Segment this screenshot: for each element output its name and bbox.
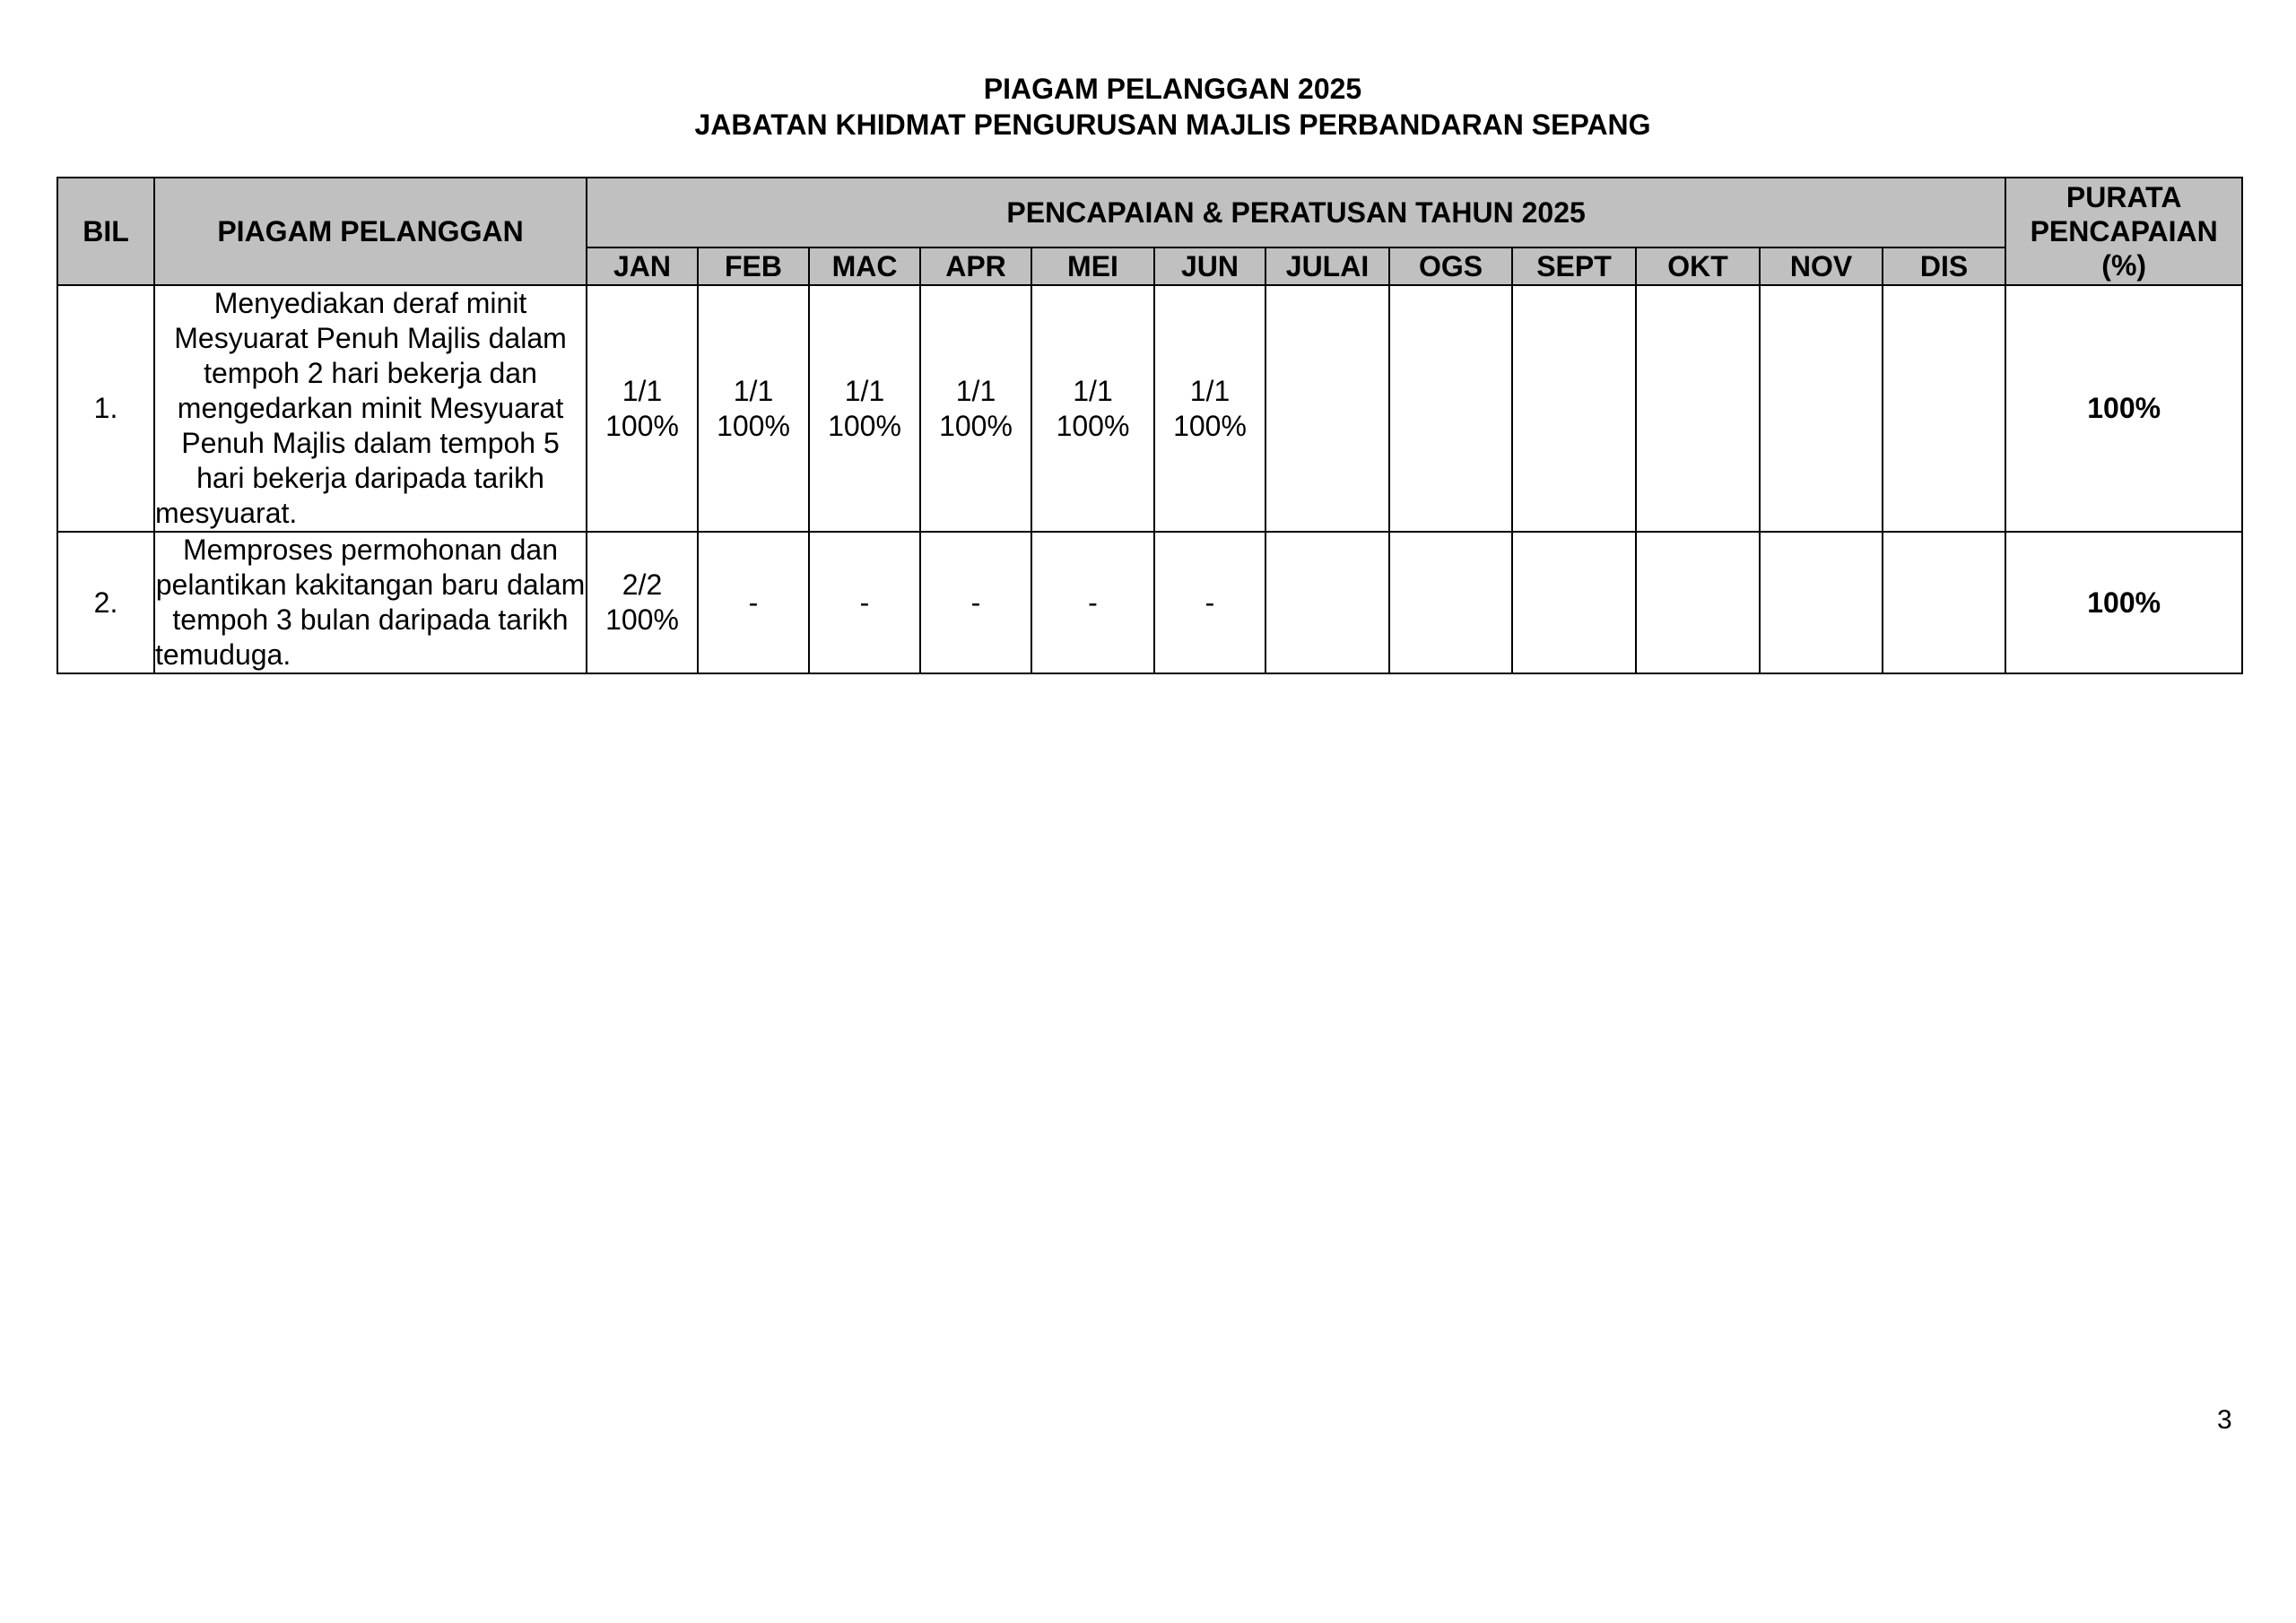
cell-count: 1/1	[622, 374, 663, 407]
month-cell	[587, 532, 698, 673]
month-cell	[1031, 532, 1154, 673]
cell-count: 1/1	[844, 374, 885, 407]
month-cell	[809, 532, 920, 673]
row-bil: 1.	[57, 285, 154, 532]
month-cell	[1512, 285, 1636, 532]
header-month: SEPT	[1512, 247, 1636, 285]
month-cell	[920, 532, 1031, 673]
document-title: PIAGAM PELANGGAN 2025	[983, 73, 1362, 105]
cell-count: 1/1	[1073, 374, 1113, 407]
page-number: 3	[2217, 1405, 2232, 1435]
table-row	[57, 532, 2242, 673]
cell-count: -	[1205, 586, 1215, 619]
month-cell	[587, 285, 698, 532]
cell-count: 1/1	[955, 374, 996, 407]
month-cell	[1389, 532, 1512, 673]
header-month: JUN	[1154, 247, 1265, 285]
month-cell	[1760, 285, 1883, 532]
cell-count: -	[1088, 586, 1098, 619]
header-month: JAN	[587, 247, 698, 285]
month-cell	[809, 285, 920, 532]
piagam-table	[57, 177, 2243, 674]
header-month: JULAI	[1265, 247, 1389, 285]
month-cell	[1265, 532, 1389, 673]
cell-percent: 100%	[717, 409, 790, 442]
month-cell	[1883, 285, 2005, 532]
cell-percent: 100%	[828, 409, 901, 442]
header-month: MEI	[1031, 247, 1154, 285]
row-purata: 100%	[2005, 532, 2242, 673]
month-cell	[1031, 285, 1154, 532]
cell-percent: 100%	[605, 409, 679, 442]
row-description: Menyediakan deraf minit Mesyuarat Penuh Majlis dalam tempoh 2 hari bekerja dan mengedarkan minit Mesyuarat Penuh Majlis dalam tempoh 5 hari bekerja daripada tarikh mesyuarat.	[154, 285, 587, 532]
month-cell	[1389, 285, 1512, 532]
document-subtitle: JABATAN KHIDMAT PENGURUSAN MAJLIS PERBANDARAN SEPANG	[694, 108, 1651, 141]
header-pencapaian-group: PENCAPAIAN & PERATUSAN TAHUN 2025	[587, 178, 2005, 247]
header-bil: BIL	[57, 178, 154, 285]
cell-percent: 100%	[605, 603, 679, 636]
month-cell	[1636, 285, 1760, 532]
cell-count: 1/1	[733, 374, 774, 407]
document-header	[0, 71, 2296, 143]
cell-count: 1/1	[1189, 374, 1231, 407]
header-purata-pencapaian: PURATA PENCAPAIAN (%)	[2005, 178, 2242, 285]
header-month: MAC	[809, 247, 920, 285]
month-cell	[1512, 532, 1636, 673]
month-cell	[1154, 285, 1265, 532]
header-month: APR	[920, 247, 1031, 285]
table-header-row	[57, 178, 2242, 247]
cell-count: -	[748, 586, 759, 619]
cell-count: -	[970, 586, 981, 619]
cell-count: 2/2	[622, 568, 663, 601]
row-description: Memproses permohonan dan pelantikan kakitangan baru dalam tempoh 3 bulan daripada tarikh temuduga.	[154, 532, 587, 673]
header-month: DIS	[1883, 247, 2005, 285]
header-month: FEB	[698, 247, 809, 285]
cell-percent: 100%	[1056, 409, 1130, 442]
month-cell	[1883, 532, 2005, 673]
header-month: OKT	[1636, 247, 1760, 285]
header-month: OGS	[1389, 247, 1512, 285]
table-row	[57, 285, 2242, 532]
cell-percent: 100%	[939, 409, 1013, 442]
month-cell	[698, 532, 809, 673]
month-cell	[920, 285, 1031, 532]
cell-percent: 100%	[1173, 409, 1247, 442]
row-purata: 100%	[2005, 285, 2242, 532]
month-cell	[698, 285, 809, 532]
month-cell	[1265, 285, 1389, 532]
cell-count: -	[859, 586, 870, 619]
month-cell	[1760, 532, 1883, 673]
month-cell	[1154, 532, 1265, 673]
month-cell	[1636, 532, 1760, 673]
row-bil: 2.	[57, 532, 154, 673]
header-piagam-pelanggan: PIAGAM PELANGGAN	[154, 178, 587, 285]
header-month: NOV	[1760, 247, 1883, 285]
